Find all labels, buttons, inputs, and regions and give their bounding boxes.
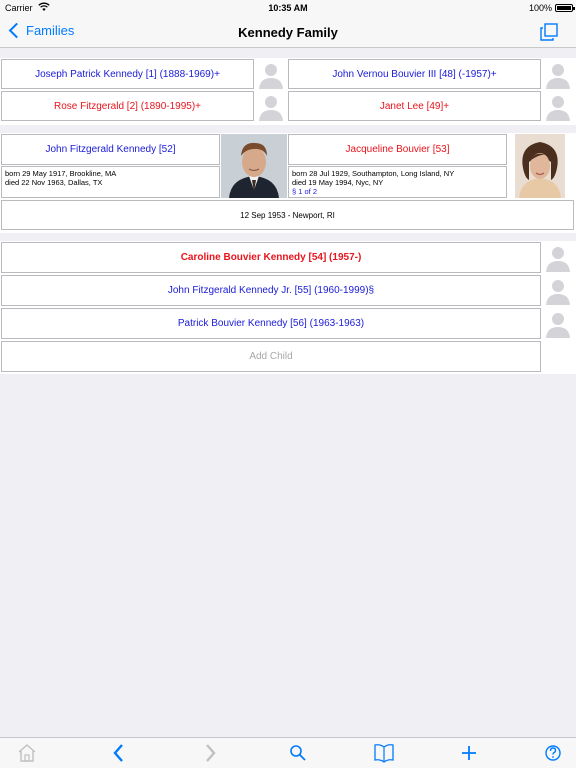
husband-death: died 22 Nov 1963, Dallas, TX — [5, 178, 103, 187]
child-row[interactable]: Patrick Bouvier Kennedy [56] (1963-1963) — [1, 308, 541, 339]
grandfather-paternal[interactable]: Joseph Patrick Kennedy [1] (1888-1969)+ — [1, 59, 254, 89]
grandfather-maternal[interactable]: John Vernou Bouvier III [48] (-1957)+ — [288, 59, 541, 89]
husband-photo[interactable] — [221, 134, 287, 198]
person-placeholder-icon — [542, 308, 574, 340]
person-placeholder-icon — [255, 59, 287, 91]
person-placeholder-icon — [542, 59, 574, 91]
wife-birth: born 28 Jul 1929, Southampton, Long Island, NY — [292, 169, 455, 178]
child-row[interactable]: John Fitzgerald Kennedy Jr. [55] (1960-1999)§ — [1, 275, 541, 306]
back-button-label: Families — [26, 23, 75, 38]
child-row[interactable]: Caroline Bouvier Kennedy [54] (1957-) — [1, 242, 541, 273]
back-icon[interactable] — [108, 742, 130, 764]
wife-source-citation[interactable]: § 1 of 2 — [292, 187, 318, 196]
search-icon[interactable] — [287, 742, 309, 764]
help-icon[interactable] — [542, 742, 564, 764]
home-icon[interactable] — [16, 742, 38, 764]
battery-icon — [555, 4, 573, 12]
wife-name[interactable]: Jacqueline Bouvier [53] — [288, 134, 507, 165]
wife-details[interactable] — [288, 166, 507, 198]
grandmother-paternal[interactable]: Rose Fitzgerald [2] (1890-1995)+ — [1, 91, 254, 121]
navigation-bar — [0, 18, 576, 48]
husband-details[interactable] — [1, 166, 220, 198]
status-bar — [0, 0, 576, 18]
carrier-label: Carrier — [5, 3, 33, 13]
wife-death: died 19 May 1994, Nyc, NY — [292, 178, 384, 187]
copy-icon[interactable] — [540, 23, 558, 41]
forward-icon[interactable] — [199, 742, 221, 764]
person-placeholder-icon — [255, 91, 287, 123]
person-placeholder-icon — [542, 91, 574, 123]
person-placeholder-icon — [542, 275, 574, 307]
person-placeholder-icon — [542, 242, 574, 274]
add-icon[interactable] — [458, 742, 480, 764]
grandmother-maternal[interactable]: Janet Lee [49]+ — [288, 91, 541, 121]
family-view — [0, 49, 576, 737]
wife-photo[interactable] — [515, 134, 565, 198]
book-icon[interactable] — [373, 742, 395, 764]
husband-birth: born 29 May 1917, Brookline, MA — [5, 169, 117, 178]
add-child-button[interactable]: Add Child — [1, 341, 541, 372]
marriage-event[interactable]: 12 Sep 1953 - Newport, RI — [1, 200, 574, 230]
husband-name[interactable]: John Fitzgerald Kennedy [52] — [1, 134, 220, 165]
page-title: Kennedy Family — [238, 25, 338, 40]
toolbar — [0, 737, 576, 768]
clock: 10:35 AM — [268, 3, 308, 13]
battery-percentage: 100% — [528, 3, 552, 13]
